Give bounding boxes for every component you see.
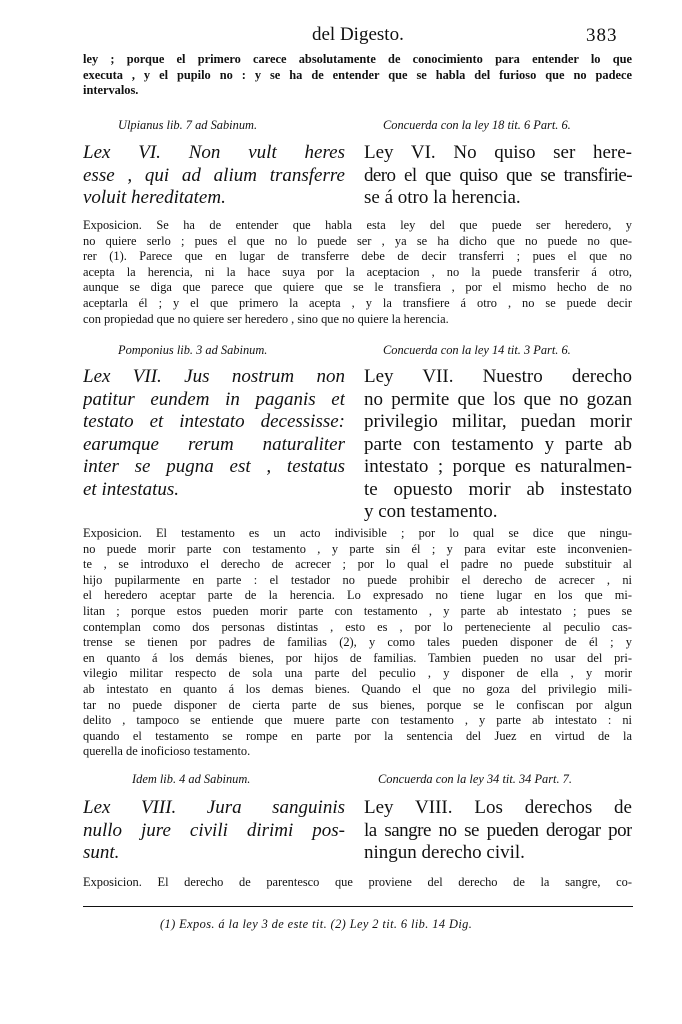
text-line: vilegio militar respecto de sola una parte del peculio , y disponer de ella , y morir <box>83 666 632 681</box>
text-line: la sangre no se pueden derogar por <box>364 819 632 841</box>
text-line: trense se tienen por padres de familias (2), y como tales pueden disponer de él ; y <box>83 635 632 650</box>
spanish-law-text <box>364 797 632 865</box>
footnotes: (1) Expos. á la ley 3 de este tit. (2) Ley 2 tit. 6 lib. 14 Dig. <box>160 917 473 931</box>
text-line: ab intestato en quanto á los demas bienes. Quando el que no goza del privilegio mili- <box>83 681 632 696</box>
text-line: nullo jure civili dirimi pos- <box>83 819 345 841</box>
text-line: parte con testamento y parte ab <box>364 433 632 455</box>
text-line: delito , tampoco se entiende que muere parte con testamento , y parte ab intestato : ni <box>83 713 632 728</box>
text-line: no permite que los que no gozan <box>364 388 632 410</box>
text-line: aunque se diga que parece que quiere que se le transfiera , por el mismo hecho de no <box>83 280 632 295</box>
text-line: quando el testamento se rompe en parte por la sentencia del Juez en virtud de la <box>83 728 632 743</box>
intro-paragraph <box>83 52 632 99</box>
text-line: te , se introduxo el derecho de acrecer ; por lo qual el padre no puede substituir al <box>83 557 632 572</box>
text-line: executa , y el pupilo no : y se ha de entender que se habla del furioso que no padece <box>83 67 632 82</box>
text-line: Exposicion. El testamento es un acto indivisible ; por lo qual se dice que ningu- <box>83 526 632 540</box>
text-line: privilegio militar, puedan morir <box>364 411 632 432</box>
text-line: se á otro la herencia. <box>364 187 521 208</box>
text-line: Lex VI. Non vult heres <box>83 142 345 163</box>
text-line: rer (1). Parece que en lugar de transferre debe de decir transferri ; pues el que no <box>83 249 632 264</box>
text-line: y con testamento. <box>364 501 498 522</box>
text-line: con propiedad que no quiere ser heredero , sino que no quiere la herencia. <box>83 311 449 326</box>
spanish-concordance-citation: Concuerda con la ley 18 tit. 6 Part. 6. <box>383 118 571 132</box>
text-line: voluit hereditatem. <box>83 187 226 208</box>
spanish-law-text <box>364 142 632 210</box>
latin-source-citation: Pomponius lib. 3 ad Sabinum. <box>118 343 268 357</box>
text-line: Ley VIII. Los derechos de <box>364 797 632 818</box>
exposition-paragraph <box>83 526 632 760</box>
text-line: no puede morir parte con testamento , y parte sin él ; y para evitar este inconvenien- <box>83 541 632 556</box>
text-line: litan ; porque estos pueden morir parte con testamento , y parte ab intestato ; pues se <box>83 603 632 618</box>
latin-law-text <box>83 366 345 501</box>
text-line: earumque rerum naturaliter <box>83 433 345 455</box>
text-line: esse , qui ad alium transferre <box>83 164 345 186</box>
text-line: ningun derecho civil. <box>364 842 525 863</box>
text-line: et intestatus. <box>83 478 180 500</box>
latin-law-text <box>83 797 345 865</box>
spanish-concordance-citation: Concuerda con la ley 34 tit. 34 Part. 7. <box>378 772 572 786</box>
text-line: Lex VII. Jus nostrum non <box>83 366 345 387</box>
text-line: acepta la herencia, ni la hace suya por la aceptacion , no la puede transferir á otro, <box>83 264 632 279</box>
text-line: querella de inoficioso testamento. <box>83 744 251 759</box>
text-line: Ley VII. Nuestro derecho <box>364 366 632 387</box>
text-line: intervalos. <box>83 83 139 98</box>
spanish-law-text <box>364 366 632 524</box>
text-line: intestato ; porque es naturalmen- <box>364 456 632 477</box>
footnote-rule <box>83 906 633 907</box>
text-line: inter se pugna est , testatus <box>83 456 345 477</box>
text-line: dero el que quiso que se transfirie- <box>364 164 632 186</box>
text-line: Lex VIII. Jura sanguinis <box>83 797 345 818</box>
exposition-paragraph <box>83 875 632 891</box>
spanish-concordance-citation: Concuerda con la ley 14 tit. 3 Part. 6. <box>383 343 571 357</box>
text-line: Exposicion. El derecho de parentesco que proviene del derecho de la sangre, co- <box>83 875 632 889</box>
text-line: tar no puede disponer de cierta parte de sus bienes, porque se le confiscan por algun <box>83 697 632 712</box>
text-line: en quanto á los demás bienes, por hijos de familias. Tambien pueden no usar del pri- <box>83 650 632 665</box>
text-line: aceptarla él ; y el que primero la acepta , y la transfiere á otro , no se puede decir <box>83 295 632 310</box>
text-line: sunt. <box>83 842 120 863</box>
text-line: patitur eundem in paganis et <box>83 388 345 410</box>
running-title: del Digesto. <box>312 24 404 45</box>
text-line: contemplan como dos personas distintas , esto es , por lo perteneciente al peculio cas- <box>83 619 632 634</box>
text-line: Exposicion. Se ha de entender que habla esta ley del que puede ser heredero, y <box>83 218 632 232</box>
page-number: 383 <box>586 25 618 46</box>
latin-source-citation: Idem lib. 4 ad Sabinum. <box>132 772 251 786</box>
text-line: Ley VI. No quiso ser here- <box>364 142 632 163</box>
text-line: el heredero aceptar parte de la herencia. Lo expresado no tiene lugar en los que mi- <box>83 588 632 603</box>
text-line: hijo pupilarmente en parte : el testador no puede prohibir el derecho de acrecer , ni <box>83 572 632 587</box>
text-line: no quiere serlo ; pues el que no lo puede ser , ya se ha dicho que no puede no que- <box>83 233 632 248</box>
exposition-paragraph <box>83 218 632 327</box>
text-line: te opuesto morir ab instestato <box>364 478 632 500</box>
latin-law-text <box>83 142 345 210</box>
text-line: ley ; porque el primero carece absolutamente de conocimiento para entender lo que <box>83 52 632 66</box>
latin-source-citation: Ulpianus lib. 7 ad Sabinum. <box>118 118 258 132</box>
text-line: testato et intestato decessisse: <box>83 411 345 432</box>
